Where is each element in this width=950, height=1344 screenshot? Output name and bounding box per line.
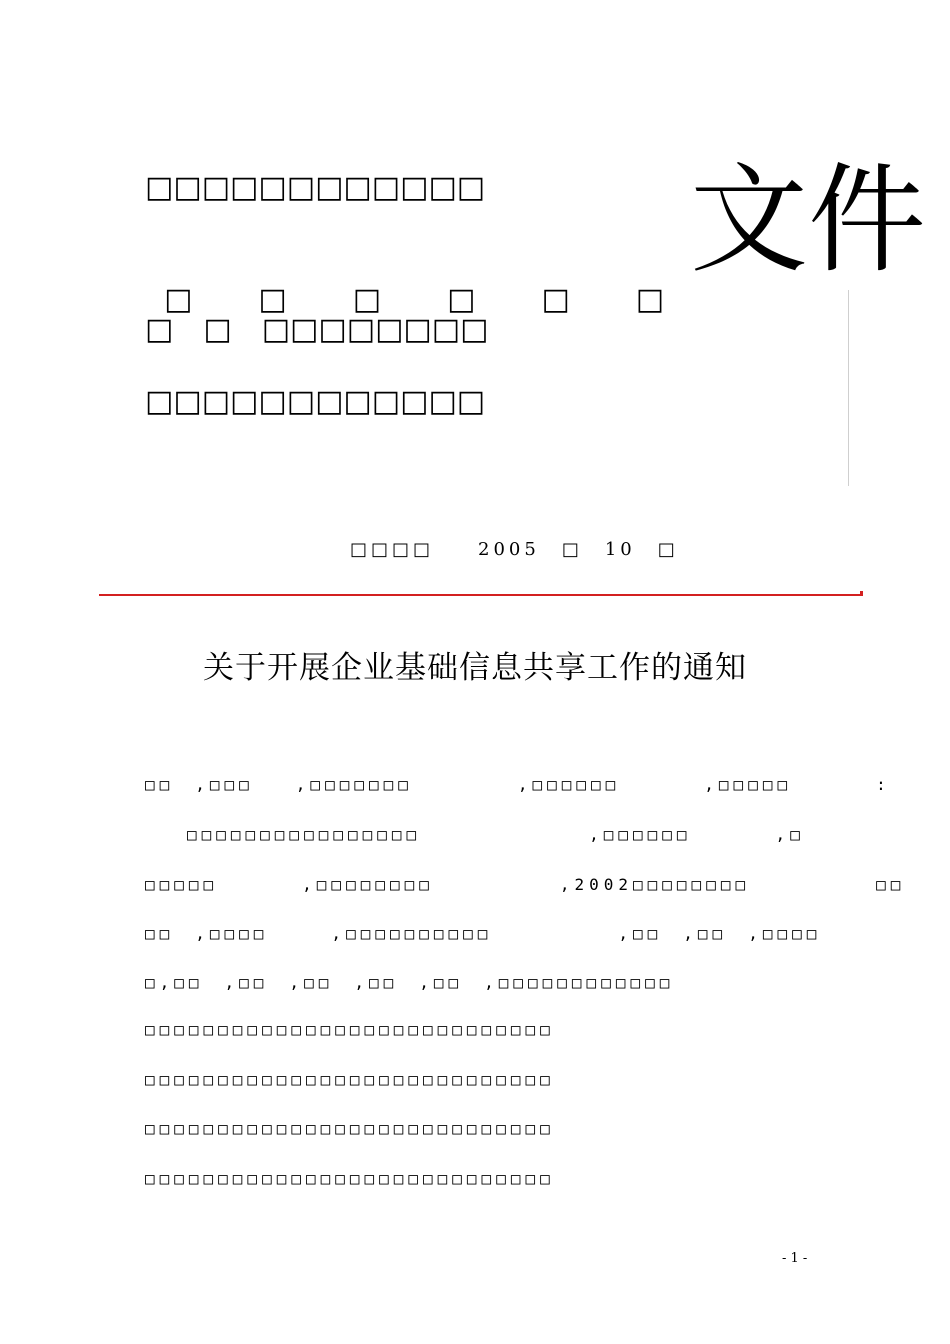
body-line: □□□□□□□□□□□□□□□□ ,□□□□□□ ,□ [145,825,805,844]
red-header-rule [99,594,863,596]
body-line: □□□□□□□□□□□□□□□□□□□□□□□□□□□□ [145,1020,555,1039]
body-line: □□□□□□□□□□□□□□□□□□□□□□□□□□□□ [145,1169,555,1188]
notice-title: 关于开展企业基础信息共享工作的通知 [203,650,747,686]
issuer-line-3: □ □ □□□□□□□□ [145,312,489,347]
issuer-line-2 [145,240,730,320]
body-line: □□ ,□□□□ ,□□□□□□□□□□ ,□□ ,□□ ,□□□□ [145,924,822,943]
page-number: - 1 - [782,1251,808,1266]
body-line: □□□□□□□□□□□□□□□□□□□□□□□□□□□□ [145,1119,555,1138]
red-rule-tip [860,591,863,596]
body-line: □,□□ ,□□ ,□□ ,□□ ,□□ ,□□□□□□□□□□□□ [145,973,675,992]
body-line: □□□□□ ,□□□□□□□□ ,2002□□□□□□□□ □□ [145,875,906,894]
issuer-line-4: □□□□□□□□□□□□ [145,384,486,419]
body-line: □□ ,□□□ ,□□□□□□□ ,□□□□□□ ,□□□□□ : [145,775,891,794]
document-type-heading: 文件 [690,151,927,289]
body-line: □□□□□□□□□□□□□□□□□□□□□□□□□□□□ [145,1070,555,1089]
issuer-line-2-text: □□□□□□ [164,282,731,317]
document-number: □□□□ 2005 □ 10 □ [350,539,679,560]
vertical-divider [848,290,849,486]
issuer-line-1: □□□□□□□□□□□□ [145,170,486,205]
